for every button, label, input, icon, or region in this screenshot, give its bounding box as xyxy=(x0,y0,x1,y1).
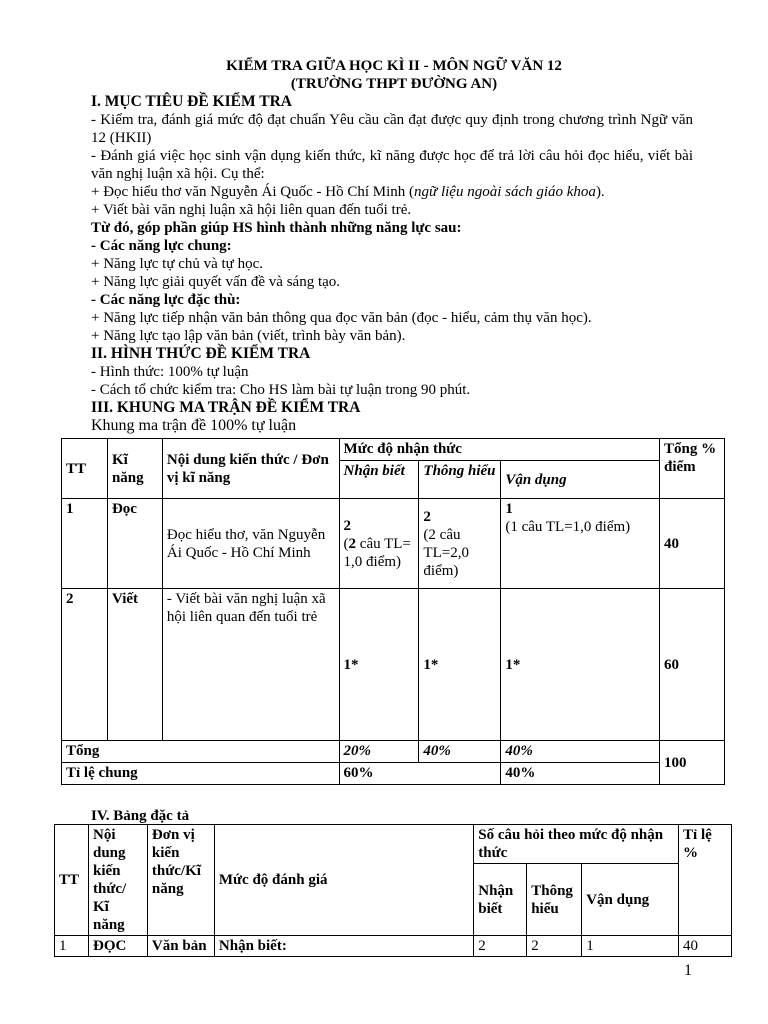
cell-value: 1 xyxy=(505,501,513,517)
header-understanding: Thông hiểu xyxy=(527,864,582,936)
cell-understanding: 2 xyxy=(527,936,582,957)
paragraph-bold: - Các năng lực chung: xyxy=(91,238,232,254)
cell-value: 2 xyxy=(423,508,431,525)
cell-application xyxy=(501,499,660,589)
page-number: 1 xyxy=(684,962,692,979)
matrix-table xyxy=(61,438,725,785)
section-2-heading: II. HÌNH THỨC ĐỀ KIỂM TRA xyxy=(91,345,311,362)
cell-understanding xyxy=(419,499,501,589)
cell-skill: Đọc xyxy=(107,499,162,589)
cell-application: 1 xyxy=(582,936,679,957)
cell-recognition: 1* xyxy=(339,589,419,741)
sum-understanding: 40% xyxy=(419,741,501,763)
header-application: Vận dụng xyxy=(582,864,679,936)
cell-total: 60 xyxy=(660,589,725,741)
paragraph-bold: Từ đó, góp phần giúp HS hình thành những năng lực sau: xyxy=(91,220,462,236)
text: ( xyxy=(343,535,349,552)
header-recognition: Nhận biết xyxy=(474,864,527,936)
paragraph: + Năng lực tự chủ và tự học. xyxy=(91,256,263,272)
cell-content: Đọc hiểu thơ, văn Nguyễn Ái Quốc - Hồ Chí Minh xyxy=(162,499,339,589)
text: (2 câu TL=2,0 điểm) xyxy=(423,526,469,579)
cell-unit: Văn bản xyxy=(147,936,214,957)
paragraph: - Cách tổ chức kiểm tra: Cho HS làm bài tự luận trong 90 phút. xyxy=(91,382,471,398)
cell-content: - Viết bài văn nghị luận xã hội liên quan đến tuổi trẻ xyxy=(162,589,339,741)
cell-ratio: 40 xyxy=(679,936,732,957)
sum-recognition: 20% xyxy=(339,741,419,763)
table-caption: Khung ma trận đề 100% tự luận xyxy=(91,417,297,434)
header-question-count: Số câu hỏi theo mức độ nhận thức xyxy=(474,825,679,864)
spec-table xyxy=(54,824,732,957)
document-body xyxy=(91,93,693,435)
cell-value: 2 xyxy=(348,535,357,552)
paragraph: + Năng lực tiếp nhận văn bản thông qua đọc văn bản (đọc - hiểu, cảm thụ văn học). xyxy=(91,310,592,326)
paragraph: - Kiểm tra, đánh giá mức độ đạt chuẩn Yêu cầu cần đạt được quy định trong chương trình Ngữ văn 12 (HKII) xyxy=(91,112,693,146)
header-recognition: Nhận biết xyxy=(339,461,419,499)
header-unit: Đơn vị kiến thức/Kĩ năng xyxy=(147,825,214,936)
sum-application: 40% xyxy=(501,741,660,763)
document-subtitle: (TRƯỜNG THPT ĐƯỜNG AN) xyxy=(290,76,498,92)
cell-recognition: 2 xyxy=(474,936,527,957)
header-understanding: Thông hiểu xyxy=(419,461,501,499)
header-tt: TT xyxy=(55,825,89,936)
cell-understanding: 1* xyxy=(419,589,501,741)
paragraph xyxy=(91,183,693,201)
ratio-label: Tỉ lệ chung xyxy=(62,763,340,785)
paragraph: + Năng lực giải quyết vấn đề và sáng tạo. xyxy=(91,274,341,290)
header-evaluation: Mức độ đánh giá xyxy=(214,825,473,936)
section-3-heading: III. KHUNG MA TRẬN ĐỀ KIỂM TRA xyxy=(91,399,361,416)
cell-skill: Viết xyxy=(107,589,162,741)
cell-tt: 1 xyxy=(62,499,108,589)
header-application: Vận dụng xyxy=(501,461,660,499)
cell-total: 40 xyxy=(660,499,725,589)
paragraph: - Đánh giá việc học sinh vận dụng kiến thức, kĩ năng được học để trả lời câu hỏi đọc hiểu, viết bài văn nghị luận xã hội. Cụ thể: xyxy=(91,148,693,182)
paragraph: + Viết bài văn nghị luận xã hội liên quan đến tuổi trẻ. xyxy=(91,202,412,218)
header-ratio: Tỉ lệ % xyxy=(679,825,732,936)
text: (1 câu TL=1,0 điểm) xyxy=(505,519,631,535)
cell-evaluation: Nhận biết: xyxy=(214,936,473,957)
paragraph-bold: - Các năng lực đặc thù: xyxy=(91,292,241,308)
ratio-right: 40% xyxy=(501,763,660,785)
cell-tt: 2 xyxy=(62,589,108,741)
italic-text: ngữ liệu ngoài sách giáo khoa xyxy=(414,184,596,200)
text: ). xyxy=(595,184,605,200)
header-tt: TT xyxy=(62,439,108,499)
paragraph: + Năng lực tạo lập văn bản (viết, trình bày văn bản). xyxy=(91,328,406,344)
cell-value: 2 xyxy=(343,517,352,534)
cell-tt: 1 xyxy=(55,936,89,957)
header-content: Nội dung kiến thức/ Kĩ năng xyxy=(88,825,147,936)
header-cognitive-level: Mức độ nhận thức xyxy=(339,439,659,461)
header-content: Nội dung kiến thức / Đơn vị kĩ năng xyxy=(162,439,339,499)
document-title: KIỂM TRA GIỮA HỌC KÌ II - MÔN NGỮ VĂN 12 xyxy=(226,58,562,74)
sum-total: 100 xyxy=(660,741,725,785)
paragraph: - Hình thức: 100% tự luận xyxy=(91,364,249,380)
cell-content: ĐỌC xyxy=(88,936,147,957)
section-1-heading: I. MỤC TIÊU ĐỀ KIỂM TRA xyxy=(91,93,292,110)
text: + Đọc hiểu thơ văn Nguyễn Ái Quốc - Hồ Chí Minh ( xyxy=(91,184,415,200)
header-skill: Kĩ năng xyxy=(107,439,162,499)
sum-label: Tổng xyxy=(62,741,340,763)
ratio-left: 60% xyxy=(339,763,501,785)
cell-application: 1* xyxy=(501,589,660,741)
section-4-heading: IV. Bảng đặc tả xyxy=(91,808,190,824)
text: câu TL= 1,0 điểm) xyxy=(343,535,411,570)
header-total: Tổng % điểm xyxy=(660,439,725,499)
cell-recognition xyxy=(339,499,419,589)
